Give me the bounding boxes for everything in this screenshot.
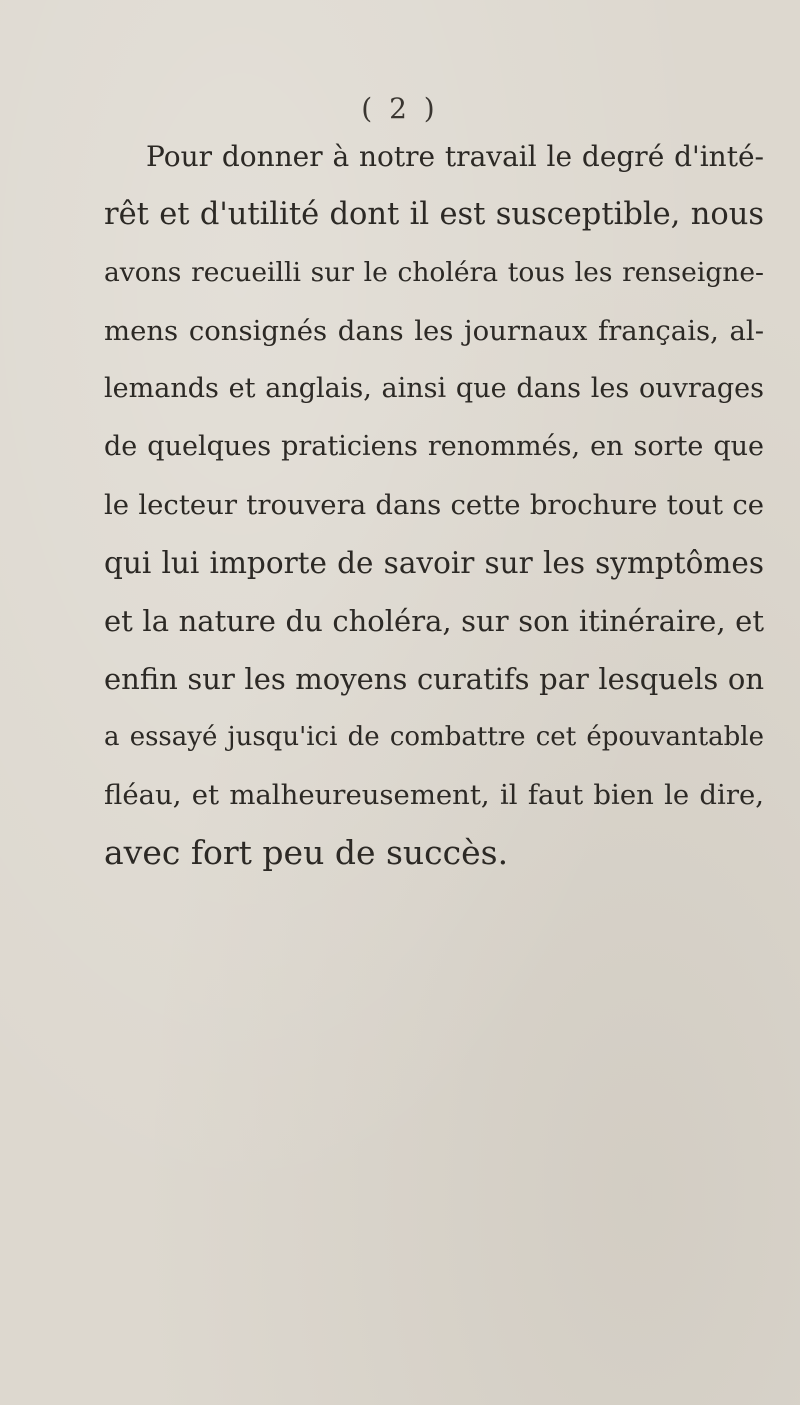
text-line: mens consignés dans les journaux français, al-	[104, 315, 764, 347]
text-line: avec fort peu de succès.	[104, 833, 509, 872]
text-line: rêt et d'utilité dont il est susceptible, nous	[104, 197, 764, 232]
text-line: Pour donner à notre travail le degré d'inté-	[146, 140, 764, 173]
text-line: lemands et anglais, ainsi que dans les ouvrages	[104, 373, 764, 404]
text-line: de quelques praticiens renommés, en sorte que	[104, 431, 764, 462]
paragraph	[104, 128, 764, 882]
text-line: avons recueilli sur le choléra tous les renseigne-	[104, 257, 764, 288]
text-line: et la nature du choléra, sur son itinéraire, et	[104, 604, 764, 638]
text-line: a essayé jusqu'ici de combattre cet épouvantable	[104, 722, 764, 752]
page-number: ( 2 )	[361, 92, 439, 125]
text-line: fléau, et malheureusement, il faut bien le dire,	[104, 779, 764, 811]
text-line: enfin sur les moyens curatifs par lesquels on	[104, 662, 764, 696]
text-line: qui lui importe de savoir sur les symptômes	[104, 546, 764, 580]
text-line: le lecteur trouvera dans cette brochure tout ce	[104, 489, 764, 521]
